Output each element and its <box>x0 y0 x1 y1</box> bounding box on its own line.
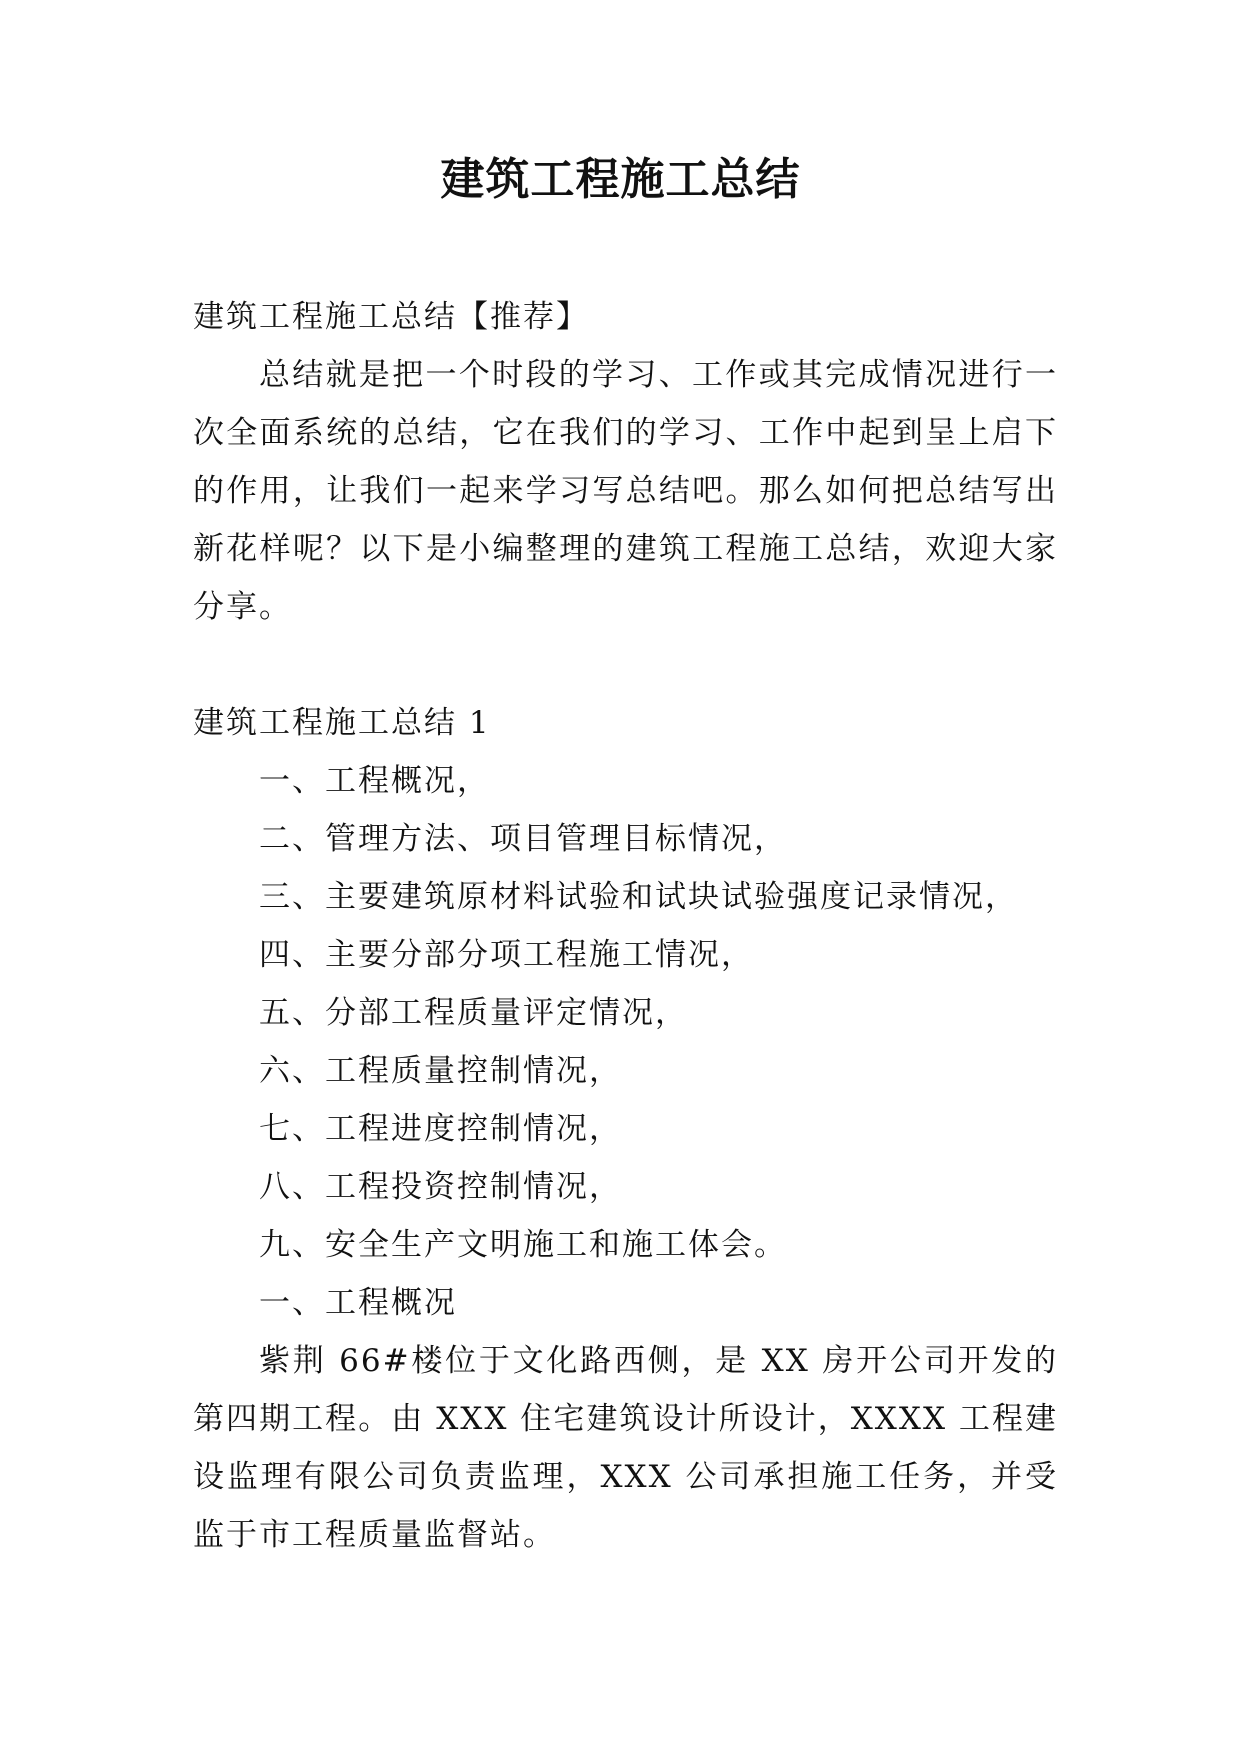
document-title: 建筑工程施工总结 <box>440 154 801 205</box>
document-subtitle: 建筑工程施工总结【推荐】 <box>193 299 589 335</box>
outline-item: 四、主要分部分项工程施工情况， <box>259 937 754 973</box>
outline-item: 六、工程质量控制情况， <box>259 1053 622 1089</box>
overview-heading: 一、工程概况 <box>259 1285 457 1321</box>
outline-item: 八、工程投资控制情况， <box>259 1169 622 1205</box>
outline-item: 五、分部工程质量评定情况， <box>259 995 688 1031</box>
overview-paragraph: 紫荆 66#楼位于文化路西侧，是 XX 房开公司开发的第四期工程。由 XXX 住宅建筑设计所设计，XXXX 工程建设监理有限公司负责监理，XXX 公司承担施工任务，并受监于市工程质量监督站。 <box>193 1343 1058 1553</box>
outline-item: 九、安全生产文明施工和施工体会。 <box>259 1227 787 1263</box>
paragraph-spacer <box>193 636 1058 694</box>
outline-item: 二、管理方法、项目管理目标情况， <box>259 821 787 857</box>
document-body <box>193 288 1058 1564</box>
outline-item: 一、工程概况， <box>259 763 490 799</box>
outline-item: 七、工程进度控制情况， <box>259 1111 622 1147</box>
section-heading: 建筑工程施工总结 1 <box>193 705 491 741</box>
outline-item: 三、主要建筑原材料试验和试块试验强度记录情况， <box>259 879 1018 915</box>
intro-paragraph: 总结就是把一个时段的学习、工作或其完成情况进行一次全面系统的总结，它在我们的学习、工作中起到呈上启下的作用，让我们一起来学习写总结吧。那么如何把总结写出新花样呢？以下是小编整理的建筑工程施工总结，欢迎大家分享。 <box>193 357 1058 625</box>
